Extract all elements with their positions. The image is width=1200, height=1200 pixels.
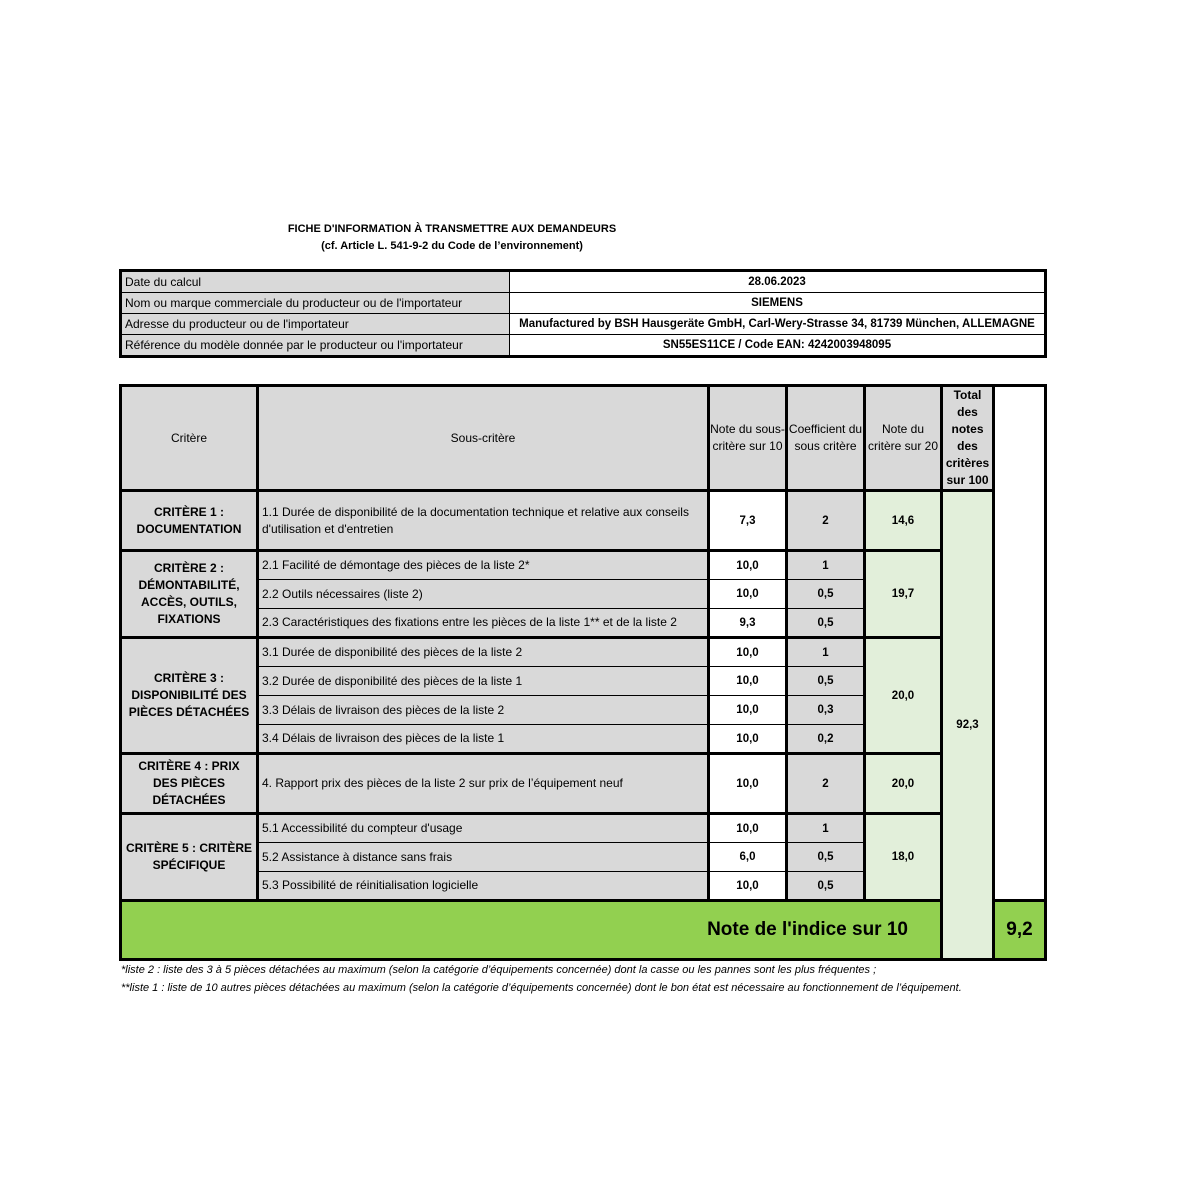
index-label: Note de l'indice sur 10 — [121, 901, 942, 960]
info-row — [121, 335, 1046, 357]
sub-critere-coef: 0,3 — [787, 696, 865, 725]
footnotes — [121, 962, 1001, 997]
sub-critere-coef: 1 — [787, 638, 865, 667]
info-table — [119, 269, 1047, 358]
sub-critere-label: 5.3 Possibilité de réinitialisation logicielle — [258, 872, 709, 901]
sub-critere-label: 1.1 Durée de disponibilité de la documentation technique et relative aux conseils d'utilisation et d'entretien — [258, 491, 709, 551]
total-score: 92,3 — [942, 491, 994, 960]
sub-critere-note: 6,0 — [709, 843, 787, 872]
info-label: Adresse du producteur ou de l'importateur — [121, 314, 510, 335]
sub-critere-label: 3.3 Délais de livraison des pièces de la liste 2 — [258, 696, 709, 725]
footnote: **liste 1 : liste de 10 autres pièces détachées au maximum (selon la catégorie d’équipements concernée) dont le bon état est nécessaire au fonctionnement de l’équipement. — [121, 981, 962, 994]
sub-critere-coef: 0,2 — [787, 725, 865, 754]
sub-critere-label: 2.1 Facilité de démontage des pièces de la liste 2* — [258, 551, 709, 580]
footer-row — [121, 901, 1046, 960]
sub-critere-note: 10,0 — [709, 725, 787, 754]
sub-critere-note: 10,0 — [709, 754, 787, 814]
sub-critere-label: 2.3 Caractéristiques des fixations entre les pièces de la liste 1** et de la liste 2 — [258, 609, 709, 638]
info-row — [121, 314, 1046, 335]
table-row — [121, 551, 1046, 580]
sub-critere-coef: 0,5 — [787, 609, 865, 638]
title-line-1: FICHE D'INFORMATION À TRANSMETTRE AUX DEMANDEURS — [287, 223, 617, 235]
sub-critere-note: 10,0 — [709, 638, 787, 667]
footnote: *liste 2 : liste des 3 à 5 pièces détachées au maximum (selon la catégorie d’équipements concernée) dont la casse ou les pannes sont les plus fréquentes ; — [121, 964, 877, 976]
sub-critere-coef: 1 — [787, 814, 865, 843]
header-note-critere: Note du critère sur 20 — [865, 386, 942, 491]
sub-critere-coef: 0,5 — [787, 843, 865, 872]
sub-critere-note: 10,0 — [709, 814, 787, 843]
critere-score: 20,0 — [865, 754, 942, 814]
sub-critere-coef: 2 — [787, 491, 865, 551]
info-row — [121, 271, 1046, 293]
info-label: Nom ou marque commerciale du producteur ou de l'importateur — [121, 293, 510, 314]
table-row — [121, 638, 1046, 667]
critere-score: 20,0 — [865, 638, 942, 754]
table-row — [121, 814, 1046, 843]
sub-critere-label: 3.2 Durée de disponibilité des pièces de la liste 1 — [258, 667, 709, 696]
critere-name: CRITÈRE 4 : PRIX DES PIÈCES DÉTACHÉES — [121, 754, 258, 814]
info-value: SIEMENS — [510, 293, 1046, 314]
critere-score: 14,6 — [865, 491, 942, 551]
sub-critere-note: 10,0 — [709, 872, 787, 901]
sub-critere-label: 2.2 Outils nécessaires (liste 2) — [258, 580, 709, 609]
sub-critere-coef: 2 — [787, 754, 865, 814]
critere-name: CRITÈRE 1 : DOCUMENTATION — [121, 491, 258, 551]
sub-critere-note: 10,0 — [709, 696, 787, 725]
sub-critere-note: 9,3 — [709, 609, 787, 638]
title-line-2: (cf. Article L. 541-9-2 du Code de l’environnement) — [321, 240, 583, 252]
table-row — [121, 754, 1046, 814]
info-value: Manufactured by BSH Hausgeräte GmbH, Carl-Wery-Strasse 34, 81739 München, ALLEMAGNE — [510, 314, 1046, 335]
index-value: 9,2 — [994, 901, 1046, 960]
header-total: Total des notes des critères sur 100 — [942, 386, 994, 491]
sub-critere-label: 5.2 Assistance à distance sans frais — [258, 843, 709, 872]
sub-critere-coef: 1 — [787, 551, 865, 580]
document-title — [240, 221, 664, 255]
critere-name: CRITÈRE 5 : CRITÈRE SPÉCIFIQUE — [121, 814, 258, 901]
header-coefficient: Coefficient du sous critère — [787, 386, 865, 491]
header-row — [121, 386, 1046, 491]
critere-name: CRITÈRE 2 : DÉMONTABILITÉ, ACCÈS, OUTILS, FIXATIONS — [121, 551, 258, 638]
sub-critere-coef: 0,5 — [787, 872, 865, 901]
sub-critere-note: 10,0 — [709, 551, 787, 580]
sub-critere-label: 3.1 Durée de disponibilité des pièces de la liste 2 — [258, 638, 709, 667]
info-row — [121, 293, 1046, 314]
sub-critere-label: 5.1 Accessibilité du compteur d'usage — [258, 814, 709, 843]
critere-score: 19,7 — [865, 551, 942, 638]
critere-name: CRITÈRE 3 : DISPONIBILITÉ DES PIÈCES DÉTACHÉES — [121, 638, 258, 754]
sub-critere-coef: 0,5 — [787, 667, 865, 696]
header-critere: Critère — [121, 386, 258, 491]
sub-critere-note: 10,0 — [709, 667, 787, 696]
sub-critere-note: 10,0 — [709, 580, 787, 609]
critere-score: 18,0 — [865, 814, 942, 901]
header-sous-critere: Sous-critère — [258, 386, 709, 491]
sub-critere-coef: 0,5 — [787, 580, 865, 609]
info-value: 28.06.2023 — [510, 271, 1046, 293]
table-row — [121, 491, 1046, 551]
header-note-sous-critere: Note du sous-critère sur 10 — [709, 386, 787, 491]
info-label: Référence du modèle donnée par le producteur ou l'importateur — [121, 335, 510, 357]
sub-critere-note: 7,3 — [709, 491, 787, 551]
score-table — [119, 384, 1047, 961]
sub-critere-label: 3.4 Délais de livraison des pièces de la liste 1 — [258, 725, 709, 754]
sub-critere-label: 4. Rapport prix des pièces de la liste 2 sur prix de l’équipement neuf — [258, 754, 709, 814]
info-value: SN55ES11CE / Code EAN: 4242003948095 — [510, 335, 1046, 357]
info-label: Date du calcul — [121, 271, 510, 293]
